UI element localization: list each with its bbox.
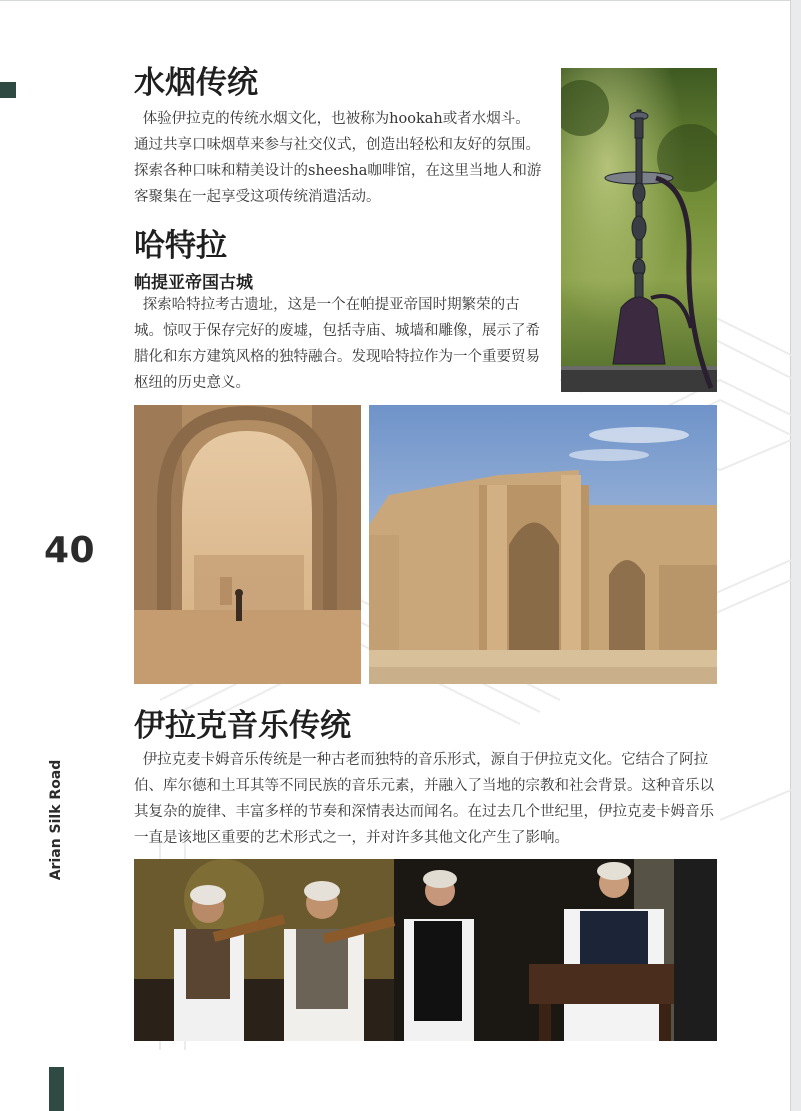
page-edge bbox=[790, 0, 801, 1111]
hatra-arch-photo bbox=[134, 405, 361, 684]
music-title: 伊拉克音乐传统 bbox=[134, 708, 351, 744]
hookah-title: 水烟传统 bbox=[134, 65, 258, 101]
hatra-title: 哈特拉 bbox=[134, 228, 227, 264]
hatra-ruins-photo bbox=[369, 405, 717, 684]
hookah-photo bbox=[561, 68, 717, 392]
accent-marker-bottom bbox=[49, 1067, 64, 1111]
accent-marker-top bbox=[0, 82, 16, 98]
top-rule bbox=[0, 0, 791, 1]
page-number: 40 bbox=[44, 530, 96, 571]
hatra-subtitle: 帕提亚帝国古城 bbox=[134, 273, 253, 293]
musicians-photo bbox=[134, 859, 717, 1041]
running-title: Arian Silk Road bbox=[48, 759, 64, 881]
hookah-body: 体验伊拉克的传统水烟文化，也被称为hookah或者水烟斗。通过共享口味烟草来参与社交仪式，创造出轻松和友好的氛围。探索各种口味和精美设计的sheesha咖啡馆，在这里当地人和游客聚集在一起享受这项传统消遣活动。 bbox=[134, 111, 542, 205]
hatra-body: 探索哈特拉考古遗址，这是一个在帕提亚帝国时期繁荣的古城。惊叹于保存完好的废墟，包括寺庙、城墙和雕像，展示了希腊化和东方建筑风格的独特融合。发现哈特拉作为一个重要贸易枢纽的历史意义。 bbox=[134, 297, 540, 391]
music-body: 伊拉克麦卡姆音乐传统是一种古老而独特的音乐形式，源自于伊拉克文化。它结合了阿拉伯、库尔德和土耳其等不同民族的音乐元素，并融入了当地的宗教和社会背景。这种音乐以其复杂的旋律、丰富多样的节奏和深情表达而闻名。在过去几个世纪里，伊拉克麦卡姆音乐一直是该地区重要的艺术形式之一，并对许多其他文化产生了影响。 bbox=[134, 752, 714, 846]
